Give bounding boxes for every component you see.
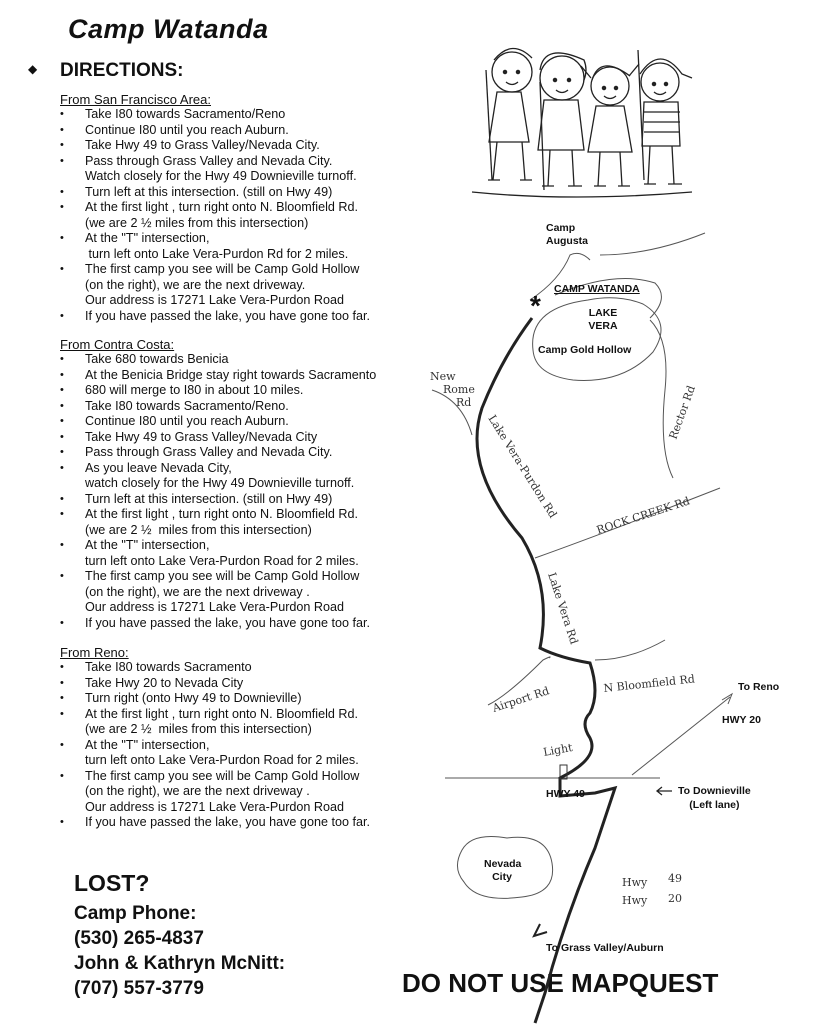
section-title: From San Francisco Area:	[60, 92, 211, 107]
direction-step: turn left onto Lake Vera-Purdon Road for 2 miles.	[85, 553, 359, 568]
direction-step: Our address is 17271 Lake Vera-Purdon Road	[85, 600, 345, 614]
map-nevada-city	[484, 858, 520, 884]
map-camp-augusta-1: Camp	[546, 222, 576, 234]
direction-step: • Take I80 towards Sacramento	[60, 660, 370, 676]
alt-phone-number: (707) 557-3779	[74, 978, 204, 999]
direction-step: • Pass through Grass Valley and Nevada City.	[60, 154, 370, 170]
map-camp-augusta	[546, 222, 588, 248]
direction-step: • Turn left at this intersection. (still on Hwy 49)	[60, 185, 370, 201]
direction-step: (on the right), we are the next driveway.	[85, 277, 306, 292]
map-lake-vera-rd: Lake Vera Rd	[545, 570, 581, 646]
map-airport-rd: Airport Rd	[490, 684, 551, 715]
map-to-downieville-2: (Left lane)	[689, 799, 740, 811]
map-new-rome-rd-2: Rome	[443, 383, 475, 396]
direction-step: • Turn right (onto Hwy 49 to Downieville)	[60, 691, 370, 707]
map-hwy20: HWY 20	[722, 714, 761, 726]
direction-step: • The first camp you see will be Camp Gold Hollow	[60, 569, 376, 585]
direction-step: • Take Hwy 49 to Grass Valley/Nevada City.	[60, 138, 370, 154]
direction-step: • If you have passed the lake, you have gone too far.	[60, 616, 376, 632]
map-hwy-legend-num-1: 49	[668, 872, 682, 885]
direction-step: • 680 will merge to I80 in about 10 miles.	[60, 383, 376, 399]
direction-step: (on the right), we are the next driveway .	[85, 584, 310, 599]
camp-title: Camp Watanda	[68, 14, 269, 44]
star-marker-icon: *	[530, 290, 541, 321]
hwy20-road	[632, 697, 730, 775]
direction-step: turn left onto Lake Vera-Purdon Rd for 2 miles.	[85, 246, 349, 261]
direction-step: • At the first light , turn right onto N. Bloomfield Rd.	[60, 707, 370, 723]
bloomfield-east	[595, 640, 665, 660]
direction-step: • At the "T" intersection,	[60, 538, 376, 554]
arrow-icon	[534, 924, 547, 936]
direction-step: • At the Benicia Bridge stay right towards Sacramento	[60, 368, 376, 384]
direction-step: watch closely for the Hwy 49 Downieville turnoff.	[85, 476, 355, 490]
direction-step: • At the first light , turn right onto N. Bloomfield Rd.	[60, 507, 376, 523]
map-light: Light	[542, 741, 574, 759]
direction-step: (we are 2 ½ miles from this intersection)	[85, 522, 312, 537]
direction-step: (on the right), we are the next driveway .	[85, 784, 310, 798]
map-to-grass-valley: To Grass Valley/Auburn	[546, 942, 664, 954]
map-hwy-legend-2: Hwy	[622, 894, 648, 907]
map-nevada-city-2: City	[492, 871, 512, 883]
directions-heading: DIRECTIONS:	[60, 60, 184, 81]
mapquest-warning: DO NOT USE MAPQUEST	[402, 968, 719, 998]
direction-step: • At the first light , turn right onto N. Bloomfield Rd.	[60, 200, 370, 216]
direction-step: • Pass through Grass Valley and Nevada City.	[60, 445, 376, 461]
camp-phone-label: Camp Phone:	[74, 903, 197, 924]
direction-step: • The first camp you see will be Camp Gold Hollow	[60, 769, 370, 785]
direction-step: • Take I80 towards Sacramento/Reno.	[60, 399, 376, 415]
direction-step: Our address is 17271 Lake Vera-Purdon Road	[85, 293, 345, 307]
map-n-bloomfield-rd: N Bloomfield Rd	[602, 672, 696, 695]
direction-step: • Continue I80 until you reach Auburn.	[60, 414, 376, 430]
direction-step: (we are 2 ½ miles from this intersection)	[85, 722, 312, 736]
map-new-rome-rd-3: Rd	[456, 396, 472, 409]
map-camp-augusta-2: Augusta	[546, 235, 588, 247]
direction-step: • Take I80 towards Sacramento/Reno	[60, 107, 370, 123]
map-lake-vera-2: VERA	[588, 320, 618, 332]
road-east	[600, 233, 705, 255]
map-to-reno: To Reno	[738, 681, 780, 693]
direction-step: turn left onto Lake Vera-Purdon Road for 2 miles.	[85, 753, 359, 767]
direction-step: • If you have passed the lake, you have gone too far.	[60, 309, 370, 325]
rector-road	[650, 320, 673, 478]
direction-step: • If you have passed the lake, you have gone too far.	[60, 815, 370, 831]
direction-step: Watch closely for the Hwy 49 Downieville turnoff.	[85, 169, 357, 183]
direction-step: • Take Hwy 49 to Grass Valley/Nevada City	[60, 430, 376, 446]
map-new-rome-rd-1: New	[430, 370, 456, 383]
map-hwy49: HWY 49	[546, 788, 585, 800]
map-rector-rd: Rector Rd	[666, 383, 698, 442]
direction-step: (we are 2 ½ miles from this intersection)	[85, 215, 309, 230]
map-hwy-legend-num-2: 20	[668, 892, 682, 905]
contact-names: John & Kathryn McNitt:	[74, 953, 286, 974]
diamond-bullet-icon: ◆	[28, 62, 38, 76]
map-lake-vera-purdon-rd: Lake Vera-Purdon Rd	[485, 412, 560, 521]
direction-step: • As you leave Nevada City,	[60, 461, 376, 477]
map-camp-gold-hollow: Camp Gold Hollow	[538, 344, 632, 356]
map-rock-creek-rd: ROCK CREEK Rd	[594, 494, 692, 537]
direction-step: Our address is 17271 Lake Vera-Purdon Road	[85, 799, 345, 814]
section-title: From Reno:	[60, 645, 129, 660]
camp-phone-number: (530) 265-4837	[74, 928, 204, 949]
map-lake-vera-1: LAKE	[588, 307, 618, 319]
direction-step: • Take Hwy 20 to Nevada City	[60, 676, 370, 692]
map-to-downieville-1: To Downieville	[678, 785, 751, 797]
map-hwy-legend-1: Hwy	[622, 876, 648, 889]
section-title: From Contra Costa:	[60, 337, 175, 352]
direction-step: • Take 680 towards Benicia	[60, 352, 376, 368]
map-nevada-city-1: Nevada	[484, 858, 522, 870]
direction-step: • At the "T" intersection,	[60, 738, 370, 754]
left-arrow-icon	[657, 787, 672, 795]
map-lake-vera	[586, 307, 620, 333]
map-to-downieville	[678, 784, 751, 812]
direction-step: • Continue I80 until you reach Auburn.	[60, 123, 370, 139]
direction-step: • At the "T" intersection,	[60, 231, 370, 247]
direction-step: • Turn left at this intersection. (still on Hwy 49)	[60, 492, 376, 508]
direction-step: • The first camp you see will be Camp Gold Hollow	[60, 262, 370, 278]
map-camp-watanda: CAMP WATANDA	[554, 283, 640, 295]
lost-heading: LOST?	[74, 870, 150, 896]
